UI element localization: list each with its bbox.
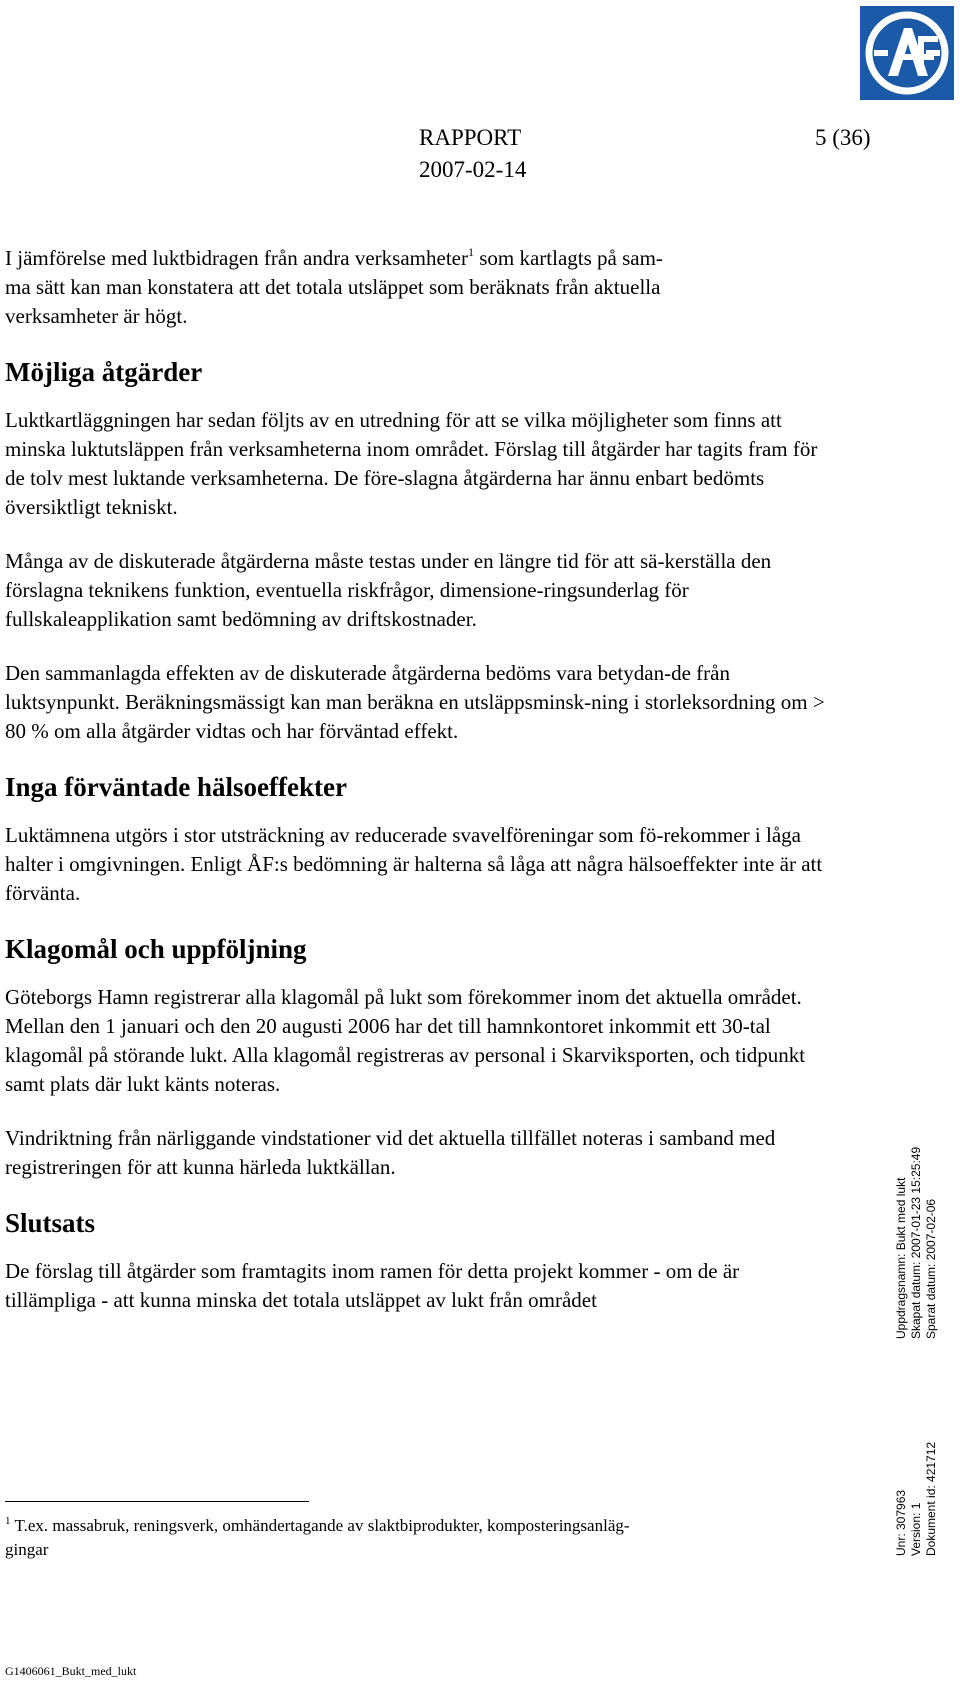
- heading-halsoeffekter: Inga förväntade hälsoeffekter: [5, 772, 347, 802]
- paragraph-atgarder-3: Den sammanlagda effekten av de diskuterade åtgärderna bedöms vara betydan-de från luktsynpunkt. Beräkningsmässigt kan man beräkna en utsläppsminsk-ning i storleksordning om > 80 % om alla åtgärder vidtas och har förväntad effekt.: [5, 661, 825, 743]
- heading-slutsats: Slutsats: [5, 1208, 96, 1238]
- side-uppdragsnamn: Uppdragsnamn: Bukt med lukt: [894, 1177, 908, 1339]
- intro-text-c: ma sätt kan man konstatera att det totala utsläppet som beräknats från aktuella: [5, 275, 661, 299]
- side-metadata-lower: [894, 1442, 939, 1556]
- af-logo-icon: [860, 6, 954, 100]
- intro-text-a: I jämförelse med luktbidragen från andra verksamheter: [5, 246, 468, 270]
- heading-atgarder: Möjliga åtgärder: [5, 357, 203, 387]
- document-body: [5, 244, 825, 1315]
- paragraph-slutsats: De förslag till åtgärder som framtagits inom ramen för detta projekt kommer - om de är tillämpliga - att kunna minska det totala utsläppet av lukt från området: [5, 1259, 740, 1312]
- heading-klagomal: Klagomål och uppföljning: [5, 934, 307, 964]
- intro-text-d: verksamheter är högt.: [5, 304, 188, 328]
- footer-filename: G1406061_Bukt_med_lukt: [5, 1664, 137, 1678]
- paragraph-atgarder-2: Många av de diskuterade åtgärderna måste testas under en längre tid för att sä-kerställa den förslagna teknikens funktion, eventuella riskfrågor, dimensione-ringsunderlag för fullskaleapplikation samt bedömning av driftskostnader.: [5, 549, 772, 631]
- side-unr: Unr: 307963: [894, 1489, 908, 1556]
- footnote-divider: [5, 1501, 309, 1502]
- paragraph-atgarder-1: Luktkartläggningen har sedan följts av en utredning för att se vilka möjligheter som finns att minska luktutsläppen från verksamheterna inom området. Förslag till åtgärder har tagits fram för de tolv mest luktande verksamheterna. De före-slagna åtgärderna har ännu enbart bedömts översiktligt tekniskt.: [5, 408, 818, 519]
- paragraph-klagomal-1: Göteborgs Hamn registrerar alla klagomål på lukt som förekommer inom det aktuella området. Mellan den 1 januari och den 20 augusti 2006 har det till hamnkontoret inkommit ett 30-tal klagomål på störande lukt. Alla klagomål registreras av personal i Skarviksporten, och tidpunkt samt plats där lukt känts noteras.: [5, 985, 806, 1096]
- footnote: [5, 1514, 805, 1562]
- side-dokument-id: Dokument id: 421712: [924, 1441, 938, 1556]
- paragraph-halsoeffekter: Luktämnena utgörs i stor utsträckning av reducerade svavelföreningar som fö-rekommer i låga halter i omgivningen. Enligt ÅF:s bedömning är halterna så låga att några hälsoeffekter inte är att förvänta.: [5, 823, 823, 905]
- side-version: Version: 1: [909, 1502, 923, 1556]
- report-date: 2007-02-14: [419, 157, 527, 182]
- page-number: 5 (36): [815, 125, 871, 150]
- report-title: RAPPORT: [419, 125, 522, 150]
- intro-paragraph: [5, 244, 825, 331]
- side-metadata-upper: [894, 1147, 939, 1339]
- footnote-mark: 1: [5, 1515, 11, 1527]
- paragraph-klagomal-2: Vindriktning från närliggande vindstationer vid det aktuella tillfället noteras i samband med registreringen för att kunna härleda luktkällan.: [5, 1126, 776, 1179]
- side-sparat-datum: Sparat datum: 2007-02-06: [924, 1198, 938, 1339]
- footnote-reference: 1: [467, 245, 474, 259]
- side-skapat-datum: Skapat datum: 2007-01-23 15:25:49: [909, 1146, 923, 1339]
- footnote-line-1: T.ex. massabruk, reningsverk, omhändertagande av slaktbiprodukter, komposteringsanläg-: [10, 1516, 630, 1535]
- footnote-line-2: gingar: [5, 1540, 49, 1559]
- intro-text-b: som kartlagts på sam-: [473, 246, 663, 270]
